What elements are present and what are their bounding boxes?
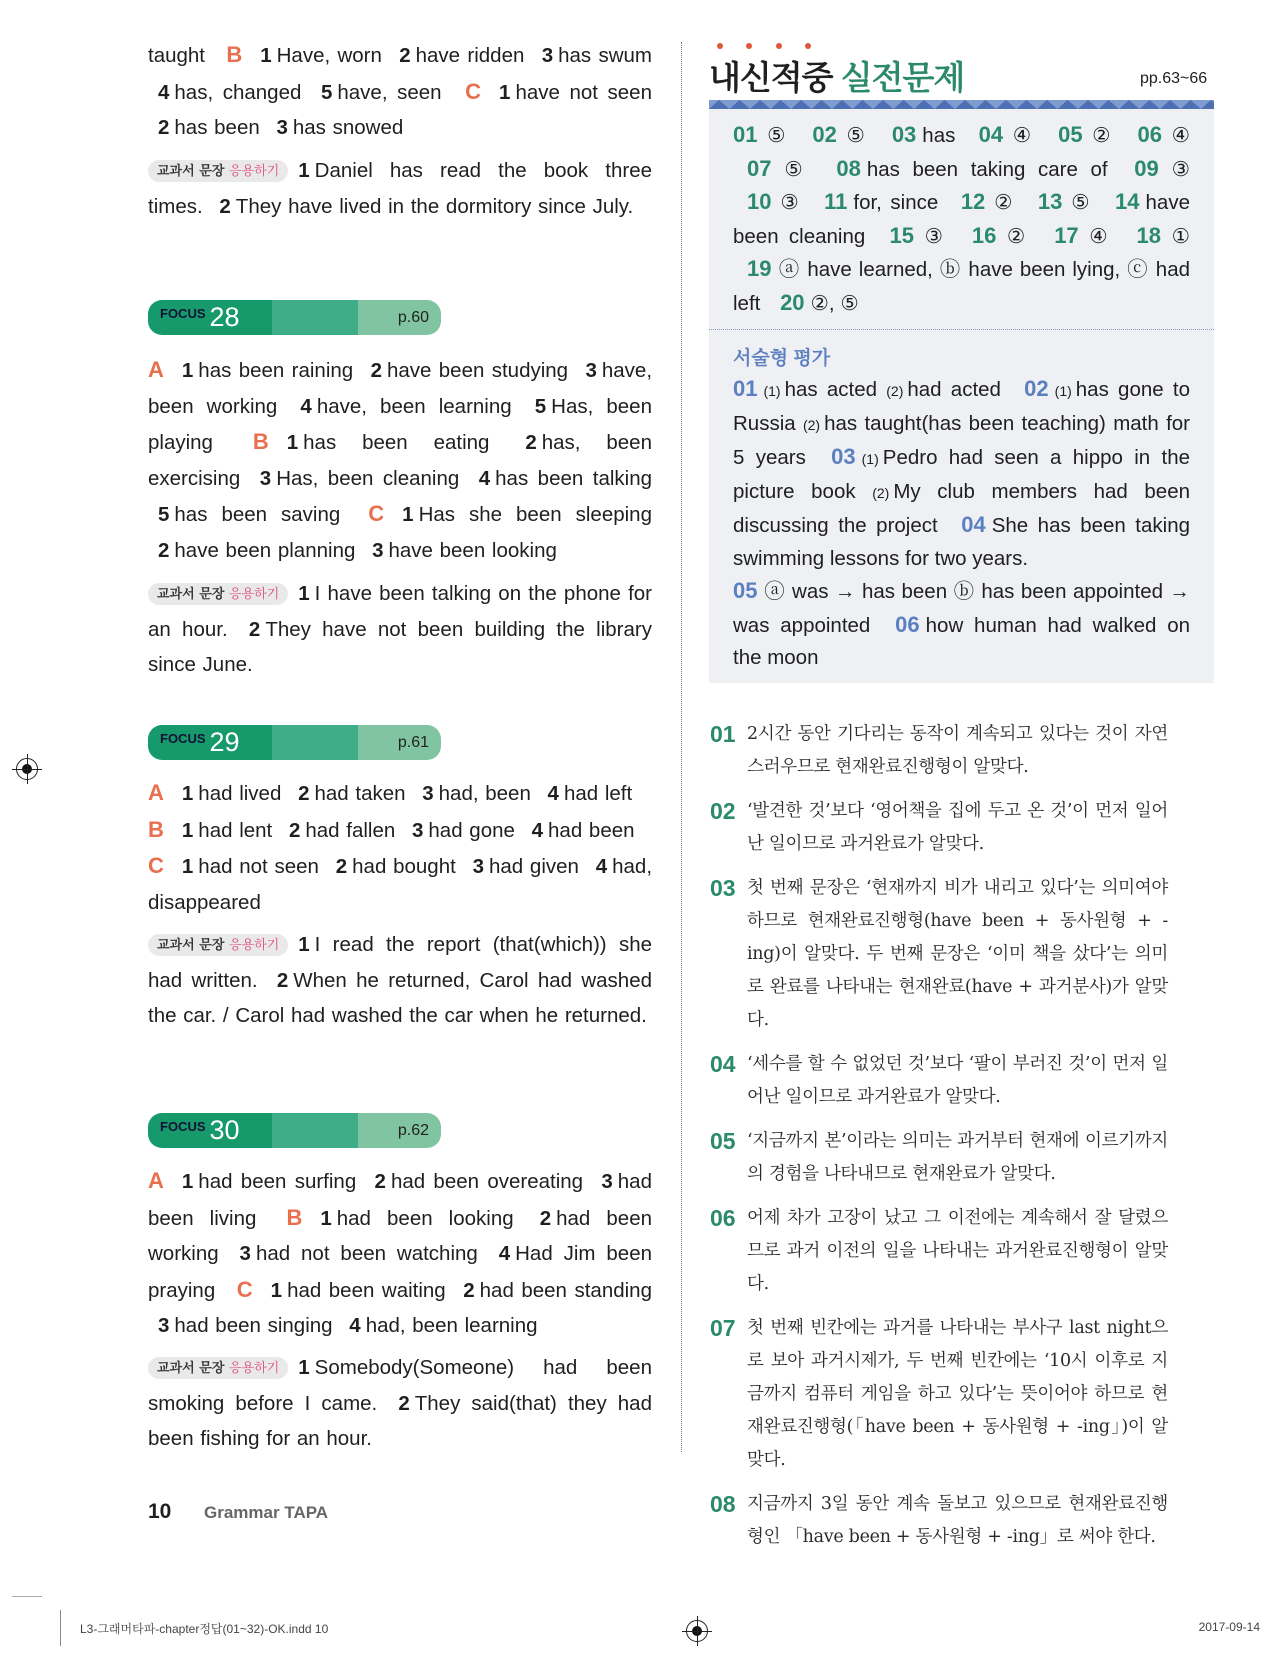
question-number: 14 — [1115, 189, 1140, 214]
answer-text: ② — [1002, 224, 1030, 248]
answer-text: Has, been cleaning — [276, 466, 460, 490]
item-number: 2 — [525, 431, 537, 454]
item-number: 4 — [531, 818, 544, 842]
question-number: 06 — [1137, 122, 1162, 147]
item-number: 4 — [300, 394, 312, 418]
answer-text: has — [922, 124, 956, 147]
answer-text: They said(that) they had been fishing for an hour. — [148, 1391, 652, 1450]
answer-text: for, since — [853, 191, 939, 214]
answer-text: had gone — [428, 818, 515, 842]
answer-text: ② — [1088, 124, 1115, 147]
answer-text: has snowed — [292, 116, 404, 139]
item-number: 2 — [298, 782, 310, 805]
focus-30-answers — [148, 1163, 652, 1344]
explanation-number: 01 — [710, 721, 736, 747]
item-number: 2 — [463, 1278, 475, 1302]
sub-number: (2) — [872, 484, 890, 501]
textbook-sentence-paragraph — [148, 927, 652, 1034]
answer-text: taught — [148, 44, 205, 67]
answer-text: have ridden — [415, 44, 525, 67]
focus-number: 29 — [209, 727, 240, 757]
sub-number: (2) — [886, 383, 904, 399]
badge-highlight: 응용하기 — [229, 163, 280, 178]
item-number: 3 — [411, 818, 424, 842]
answer-text: have not seen — [515, 80, 652, 104]
answer-text: Have, worn — [276, 44, 382, 67]
registration-mark-icon — [16, 758, 38, 780]
answer-text: ④ — [1009, 124, 1035, 147]
item-number: 1 — [181, 1170, 194, 1193]
registration-mark-icon — [686, 1620, 708, 1642]
item-number: 4 — [158, 80, 170, 104]
answer-text: has been talking — [495, 466, 653, 490]
focus-28-header — [148, 300, 441, 335]
answer-text: I read the report (that(which)) she had written. — [148, 933, 652, 992]
focus-28-answers — [148, 352, 652, 568]
focus-number: 30 — [209, 1115, 240, 1145]
answer-text: had given — [488, 855, 579, 878]
answer-text: ③ — [777, 191, 802, 214]
focus-29-header — [148, 725, 441, 760]
answer-text: has been eating — [303, 431, 490, 454]
item-number: 2 — [248, 617, 261, 641]
answer-text: ③ — [1164, 157, 1190, 181]
explanation-item — [710, 872, 1168, 1037]
focus-page: p.61 — [397, 733, 429, 751]
item-number: 1 — [320, 1206, 332, 1230]
focus-number: 28 — [209, 302, 240, 332]
item-number: 3 — [585, 359, 597, 382]
explanation-text: ‘발견한 것’보다 ‘영어책을 집에 두고 온 것’이 먼저 일어난 일이므로 과거완료가 알맞다. — [747, 801, 1168, 854]
answer-text: had bought — [352, 855, 456, 878]
column-divider — [681, 42, 682, 1452]
emphasis-dot — [776, 43, 782, 49]
item-number: 4 — [478, 466, 491, 490]
item-number: 2 — [539, 1206, 552, 1230]
question-number: 20 — [780, 289, 805, 315]
question-number: 17 — [1054, 222, 1079, 248]
dotted-separator — [709, 329, 1214, 330]
question-number: 01 — [733, 122, 758, 147]
badge-highlight: 응용하기 — [229, 586, 280, 601]
question-number: 07 — [747, 155, 772, 181]
explanation-text: 첫 번째 문장은 ‘현재까지 비가 내리고 있다’는 의미여야 하므로 현재완료진행형(have been + 동사원형 + -ing)이 알맞다. 두 번째 문장은 ‘이미 책을 샀다’는 의미로 완료를 나타내는 현재완료(have + 과거분사)가 알맞다. — [747, 878, 1168, 1030]
item-number: 1 — [499, 80, 511, 104]
question-number: 05 — [733, 578, 758, 603]
item-number: 2 — [219, 194, 231, 218]
item-number: 3 — [422, 782, 434, 805]
item-number: 1 — [181, 782, 194, 805]
question-number: 11 — [824, 189, 848, 214]
item-number: 3 — [472, 855, 484, 878]
section-letter: C — [236, 1276, 253, 1302]
answer-text: Has, been playing — [148, 394, 652, 454]
item-number: 5 — [320, 80, 333, 104]
explanation-item — [710, 1202, 1168, 1301]
emphasis-dot — [805, 43, 811, 49]
answer-text: have, been working — [148, 359, 653, 418]
item-number: 2 — [158, 538, 170, 562]
item-number: 1 — [181, 818, 194, 842]
book-title: Grammar TAPA — [204, 1503, 329, 1522]
section-letter: A — [148, 780, 164, 805]
item-number: 5 — [158, 503, 170, 526]
emphasis-dot — [717, 43, 723, 49]
answer-text: have, been learning — [316, 394, 512, 418]
question-number: 02 — [1024, 376, 1049, 401]
focus-page: p.62 — [397, 1121, 429, 1139]
item-number: 2 — [158, 116, 170, 139]
item-number: 3 — [259, 466, 272, 490]
textbook-sentence-paragraph — [148, 576, 652, 683]
question-number: 13 — [1037, 189, 1063, 214]
focus-label: FOCUS — [160, 306, 206, 321]
section-letter: B — [286, 1204, 303, 1230]
item-number: 4 — [349, 1314, 361, 1337]
answer-text: Somebody(Someone) had been smoking before I came. — [148, 1356, 652, 1415]
answer-text: ⑤ — [777, 157, 810, 181]
textbook-sentence-paragraph — [148, 1350, 652, 1457]
answer-text: had been working — [148, 1206, 652, 1265]
item-number: 4 — [547, 782, 559, 805]
explanations-list — [710, 718, 1168, 1565]
answer-text: Had Jim been praying — [148, 1242, 652, 1302]
explanation-item — [710, 718, 1168, 784]
explanation-text: 지금까지 3일 동안 계속 돌보고 있으므로 현재완료진행형인 「have been + 동사원형 + -ing」로 써야 한다. — [747, 1494, 1168, 1547]
answer-text: had lent — [198, 818, 273, 842]
triangle-band — [709, 100, 1214, 109]
textbook-sentence-badge — [148, 934, 288, 956]
answer-text: ④ — [1084, 224, 1113, 248]
item-number: 1 — [260, 44, 272, 67]
answer-text: has taught(has been teaching) math for 5 years — [733, 411, 1190, 469]
question-number: 19 — [747, 256, 772, 281]
item-number: 3 — [158, 1314, 170, 1337]
item-number: 2 — [398, 1391, 410, 1415]
file-name: L3-그래머타파-chapter정답(01~32)-OK.indd 10 — [80, 1622, 329, 1636]
question-number: 09 — [1134, 155, 1159, 181]
answer-text: Daniel has read the book three times. — [148, 159, 652, 218]
item-number: 4 — [595, 855, 608, 878]
focus-30-header — [148, 1113, 441, 1148]
answer-text: how human had walked on the moon — [733, 613, 1190, 669]
item-number: 1 — [181, 359, 194, 382]
answer-paragraph — [148, 37, 652, 146]
explanation-item — [710, 1312, 1168, 1477]
answer-text: has acted — [784, 378, 878, 401]
answer-text: had not seen — [198, 855, 319, 878]
essay-title: 서술형 평가 — [733, 348, 831, 369]
item-number: 1 — [181, 855, 194, 878]
emphasis-dot — [746, 43, 752, 49]
answer-text: ⑤ — [842, 124, 869, 147]
badge-label: 교과서 문장 — [157, 1360, 225, 1375]
item-number: 1 — [270, 1278, 283, 1302]
question-number: 02 — [812, 122, 837, 147]
answer-text: had, been — [438, 782, 531, 805]
focus-label: FOCUS — [160, 1119, 206, 1134]
item-number: 2 — [288, 818, 301, 842]
explanation-number: 06 — [710, 1205, 736, 1231]
badge-label: 교과서 문장 — [157, 586, 225, 601]
question-number: 10 — [747, 189, 772, 214]
question-number: 12 — [960, 189, 986, 214]
item-number: 2 — [374, 1170, 386, 1193]
textbook-sentence-badge — [148, 583, 288, 605]
question-number: 16 — [971, 222, 997, 248]
answer-text: has, changed — [174, 80, 302, 104]
section-letter: C — [368, 501, 385, 526]
section-letter: A — [148, 1168, 164, 1193]
explanation-number: 05 — [710, 1128, 736, 1154]
item-number: 1 — [286, 431, 299, 454]
answer-text: had been living — [148, 1170, 652, 1230]
answer-text: ② — [991, 191, 1016, 214]
print-date: 2017-09-14 — [1198, 1620, 1260, 1634]
explanation-number: 04 — [710, 1051, 736, 1077]
explanation-number: 08 — [710, 1491, 736, 1517]
focus-page: p.60 — [397, 308, 429, 326]
section-title — [709, 52, 964, 99]
crop-mark — [60, 1610, 61, 1646]
item-number: 1 — [298, 159, 310, 182]
question-number: 06 — [895, 611, 920, 637]
question-number: 04 — [961, 512, 986, 537]
answer-text: has been — [174, 116, 260, 139]
answer-text: has been saving — [174, 503, 341, 526]
answer-text: had been singing — [174, 1314, 333, 1337]
answer-text: ⓐ have learned, ⓑ have been lying, ⓒ had left — [733, 258, 1190, 315]
answer-text: ① — [1167, 224, 1190, 248]
answer-text: has gone to Russia — [733, 378, 1190, 435]
item-number: 1 — [402, 503, 414, 526]
item-number: 2 — [399, 44, 411, 67]
explanation-item — [710, 1048, 1168, 1114]
badge-highlight: 응용하기 — [229, 1360, 280, 1375]
item-number: 1 — [298, 933, 310, 956]
section-letter: C — [148, 853, 164, 878]
section-letter: C — [465, 78, 482, 104]
item-number: 2 — [335, 855, 348, 878]
sub-number: (1) — [861, 451, 879, 467]
answer-text: had taken — [314, 782, 406, 805]
textbook-sentence-badge — [148, 160, 288, 182]
answer-text: had been — [548, 818, 635, 842]
answer-text: ⓐ was → has been ⓑ has been appointed → was appointed — [733, 580, 1190, 637]
title-black: 내신적중 — [709, 59, 833, 96]
sub-number: (2) — [802, 416, 821, 433]
answer-text: had not been watching — [255, 1242, 478, 1265]
explanation-text: ‘세수를 할 수 없었던 것’보다 ‘팔이 부러진 것’이 먼저 일어난 일이므로 과거완료가 알맞다. — [747, 1054, 1168, 1107]
explanation-text: 2시간 동안 기다리는 동작이 계속되고 있다는 것이 자연스러우므로 현재완료진행형이 알맞다. — [747, 724, 1168, 777]
answer-text: had, disappeared — [148, 855, 653, 914]
item-number: 3 — [276, 116, 288, 139]
answer-text: ④ — [1167, 124, 1190, 147]
item-number: 2 — [276, 968, 289, 992]
explanation-item — [710, 795, 1168, 861]
item-number: 3 — [541, 44, 554, 67]
explanation-item — [710, 1125, 1168, 1191]
question-number: 03 — [831, 444, 856, 469]
answer-text: had been looking — [336, 1206, 514, 1230]
answer-text: had been waiting — [287, 1278, 446, 1302]
item-number: 5 — [534, 394, 547, 418]
item-number: 4 — [498, 1242, 511, 1265]
answer-text: has been raining — [198, 359, 354, 382]
focus-label: FOCUS — [160, 731, 206, 746]
answer-text: had fallen — [305, 818, 396, 842]
answer-text: I have been talking on the phone for an hour. — [148, 582, 652, 641]
answer-text: has, been exercising — [148, 431, 652, 490]
item-number: 3 — [601, 1170, 613, 1193]
answer-text: has been taking care of — [866, 157, 1108, 181]
page-range: pp.63~66 — [1140, 70, 1208, 87]
answer-text: When he returned, Carol had washed the car. / Carol had washed the car when he returned. — [148, 968, 652, 1027]
question-number: 08 — [836, 155, 861, 181]
focus-29-answers — [148, 775, 652, 920]
item-number: 3 — [372, 538, 384, 562]
answer-text: has swum — [558, 44, 652, 67]
answer-text: ⑤ — [763, 124, 790, 147]
item-number: 1 — [298, 582, 310, 605]
question-number: 05 — [1058, 122, 1083, 147]
answer-text: had been overeating — [390, 1170, 584, 1193]
question-number: 03 — [891, 122, 917, 147]
crop-mark — [12, 1596, 42, 1597]
page-number: 10 — [148, 1500, 172, 1523]
answer-text: have been cleaning — [733, 191, 1190, 248]
badge-label: 교과서 문장 — [157, 937, 225, 952]
answer-text: ②, ⑤ — [810, 291, 859, 315]
answer-text: have been planning — [174, 538, 356, 562]
badge-highlight: 응용하기 — [229, 937, 280, 952]
answer-text: She has been taking swimming lessons for two years. — [733, 514, 1190, 570]
objective-answers — [733, 119, 1190, 320]
answer-text: ③ — [920, 224, 948, 248]
question-number: 04 — [978, 122, 1004, 147]
explanation-item — [710, 1488, 1168, 1554]
textbook-sentence-paragraph — [148, 153, 652, 224]
answer-text: Pedro had seen a hippo in the picture book — [733, 446, 1190, 503]
question-number: 15 — [889, 222, 915, 248]
question-number: 01 — [733, 376, 758, 401]
answer-text: They have lived in the dormitory since July. — [235, 194, 634, 218]
sub-number: (1) — [763, 383, 781, 399]
answer-text: Has she been sleeping — [418, 503, 652, 526]
explanation-text: 어제 차가 고장이 났고 그 이전에는 계속해서 잘 달렸으므로 과거 이전의 일을 나타내는 과거완료진행형이 알맞다. — [747, 1208, 1168, 1294]
answer-text: ⑤ — [1068, 191, 1093, 214]
explanation-number: 02 — [710, 798, 736, 824]
answer-text: had been surfing — [198, 1170, 357, 1193]
answer-text: have been studying — [386, 359, 569, 382]
sub-number: (1) — [1054, 383, 1072, 399]
item-number: 2 — [370, 359, 382, 382]
explanation-text: 첫 번째 빈칸에는 과거를 나타내는 부사구 last night으로 보아 과거시제가, 두 번째 빈칸에는 ‘10시 이후로 지금까지 컴퓨터 게임을 하고 있다’는 뜻이어야 하므로 현재완료진행형(「have been + 동사원형 + -ing」)이 알맞다. — [747, 1318, 1168, 1470]
answer-text: My club members had been discussing the project — [733, 479, 1190, 537]
answer-text: They have not been building the library since June. — [148, 617, 652, 676]
item-number: 1 — [298, 1356, 310, 1379]
section-letter: B — [226, 42, 243, 67]
textbook-sentence-badge — [148, 1357, 288, 1379]
section-letter: B — [148, 816, 164, 842]
answer-text: had acted — [907, 378, 1001, 401]
explanation-text: ‘지금까지 본’이라는 의미는 과거부터 현재에 이르기까지의 경험을 나타내므로 현재완료가 알맞다. — [747, 1131, 1168, 1184]
item-number: 3 — [239, 1242, 251, 1265]
explanation-number: 03 — [710, 875, 736, 901]
explanation-number: 07 — [710, 1315, 736, 1341]
badge-label: 교과서 문장 — [157, 163, 225, 178]
section-letter: A — [148, 357, 164, 382]
answer-text: have, seen — [337, 80, 442, 104]
answer-text: had left — [563, 782, 633, 805]
answer-text: had lived — [198, 782, 282, 805]
section-letter: B — [252, 429, 269, 454]
answer-text: had been standing — [479, 1278, 652, 1302]
essay-answers — [733, 373, 1190, 675]
answer-text: have been looking — [388, 538, 557, 562]
answer-text: had, been learning — [365, 1314, 538, 1337]
question-number: 18 — [1136, 222, 1161, 248]
title-green: 실전문제 — [840, 59, 965, 96]
